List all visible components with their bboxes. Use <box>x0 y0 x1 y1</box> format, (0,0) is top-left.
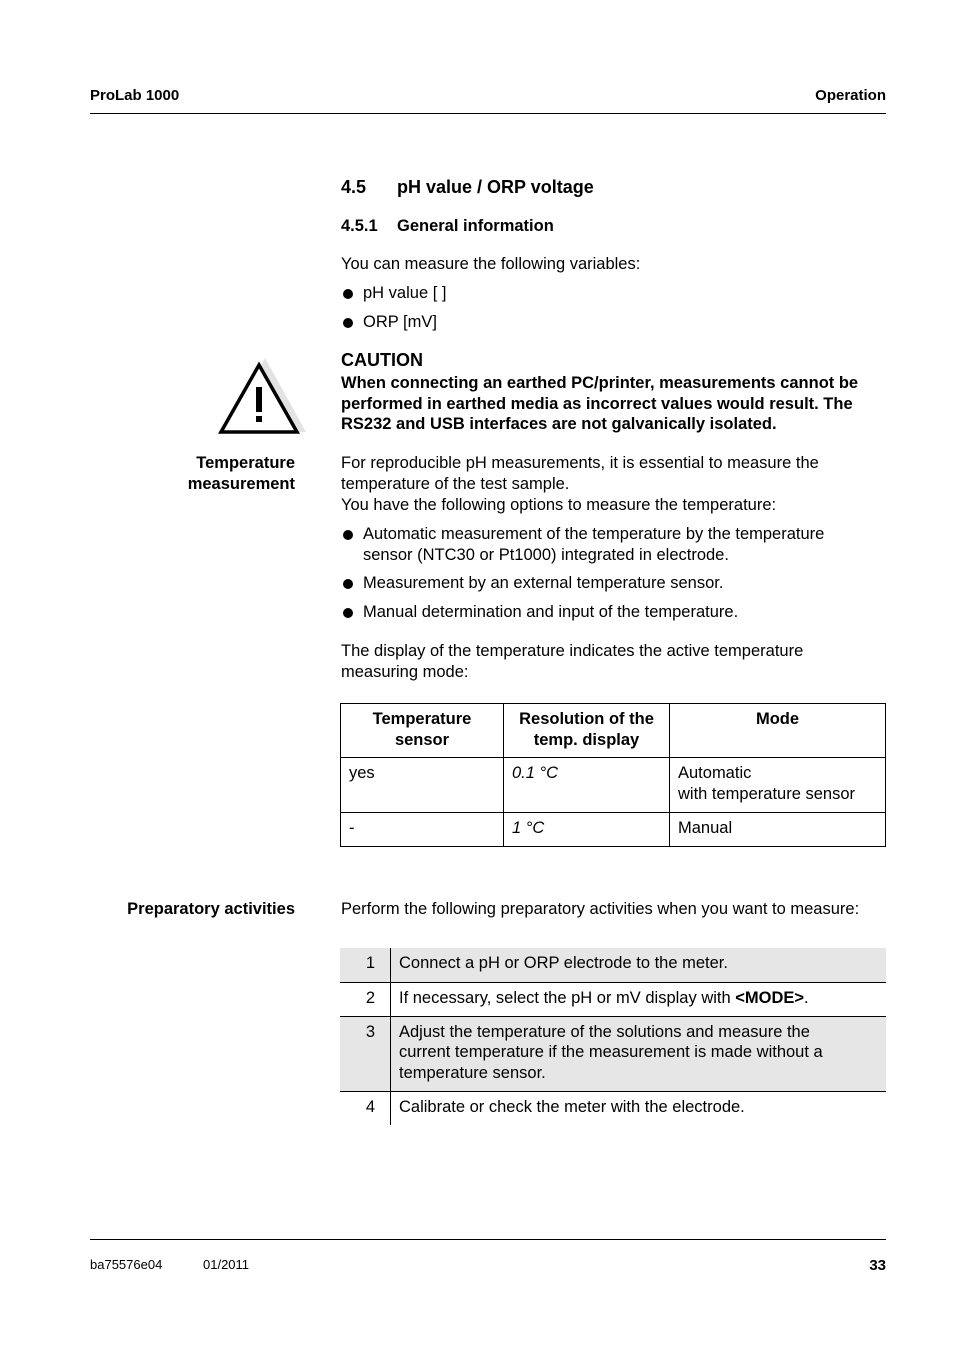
table-cell: Automatic with temperature sensor <box>670 758 886 813</box>
display-note: The display of the temperature indicates the active temperature measuring mode: <box>341 642 804 681</box>
step-text: Connect a pH or ORP electrode to the meter. <box>391 948 887 982</box>
step-text: If necessary, select the pH or mV display with <MODE>. <box>391 982 887 1016</box>
mode-table <box>340 703 886 847</box>
step-text: Adjust the temperature of the solutions and measure the current temperature if the measurement is made without a temperature sensor. <box>391 1016 887 1091</box>
table-row <box>341 813 886 847</box>
header-rule <box>90 113 886 114</box>
header-chapter: Operation <box>815 87 886 104</box>
table-row <box>341 758 886 813</box>
preparatory-intro: Perform the following preparatory activities when you want to measure: <box>341 900 860 918</box>
step-text: Calibrate or check the meter with the electrode. <box>391 1091 887 1125</box>
col-header-resolution: Resolution of the temp. display <box>504 704 670 758</box>
table-cell: - <box>341 813 504 847</box>
key-mode: <MODE> <box>735 988 805 1007</box>
footer-date: 01/2011 <box>203 1257 250 1272</box>
section-number: 4.5 <box>341 177 367 197</box>
subsection-number: 4.5.1 <box>341 217 378 235</box>
bullet-icon <box>343 579 353 589</box>
table-row <box>340 982 886 1016</box>
steps-table <box>340 948 886 1125</box>
bullet-icon <box>343 530 353 540</box>
table-row <box>340 1016 886 1091</box>
col-header-sensor: Temperature sensor <box>341 704 504 758</box>
table-header-row <box>341 704 886 758</box>
table-row <box>340 948 886 982</box>
section-title: pH value / ORP voltage <box>397 177 594 197</box>
side-label-temperature: Temperature measurement <box>187 454 295 493</box>
temperature-paragraph: For reproducible pH measurements, it is essential to measure the temperature of the test sample. You have the following options to measure the temperature: <box>341 454 819 514</box>
table-cell: 1 °C <box>504 813 670 847</box>
table-cell: Manual <box>670 813 886 847</box>
table-row <box>340 1091 886 1125</box>
step-number: 1 <box>340 948 391 982</box>
warning-triangle-icon <box>218 356 308 436</box>
caution-text: When connecting an earthed PC/printer, measurements cannot be performed in earthed media as incorrect values would result. The RS232 and USB interfaces are not galvanically isolated. <box>341 374 859 433</box>
subsection-title: General information <box>397 217 554 235</box>
step-number: 2 <box>340 982 391 1016</box>
side-label-preparatory: Preparatory activities <box>127 900 295 918</box>
table-cell: yes <box>341 758 504 813</box>
col-header-mode: Mode <box>670 704 886 758</box>
bullet-icon <box>343 289 353 299</box>
caution-title: CAUTION <box>341 350 423 370</box>
header-product: ProLab 1000 <box>90 87 180 104</box>
footer-doc-id: ba75576e04 <box>90 1257 163 1272</box>
bullet-icon <box>343 608 353 618</box>
step-number: 4 <box>340 1091 391 1125</box>
page-number: 33 <box>869 1257 886 1274</box>
footer-rule <box>90 1239 886 1240</box>
intro-text: You can measure the following variables: <box>341 255 641 273</box>
step-number: 3 <box>340 1016 391 1091</box>
table-cell: 0.1 °C <box>504 758 670 813</box>
bullet-icon <box>343 318 353 328</box>
